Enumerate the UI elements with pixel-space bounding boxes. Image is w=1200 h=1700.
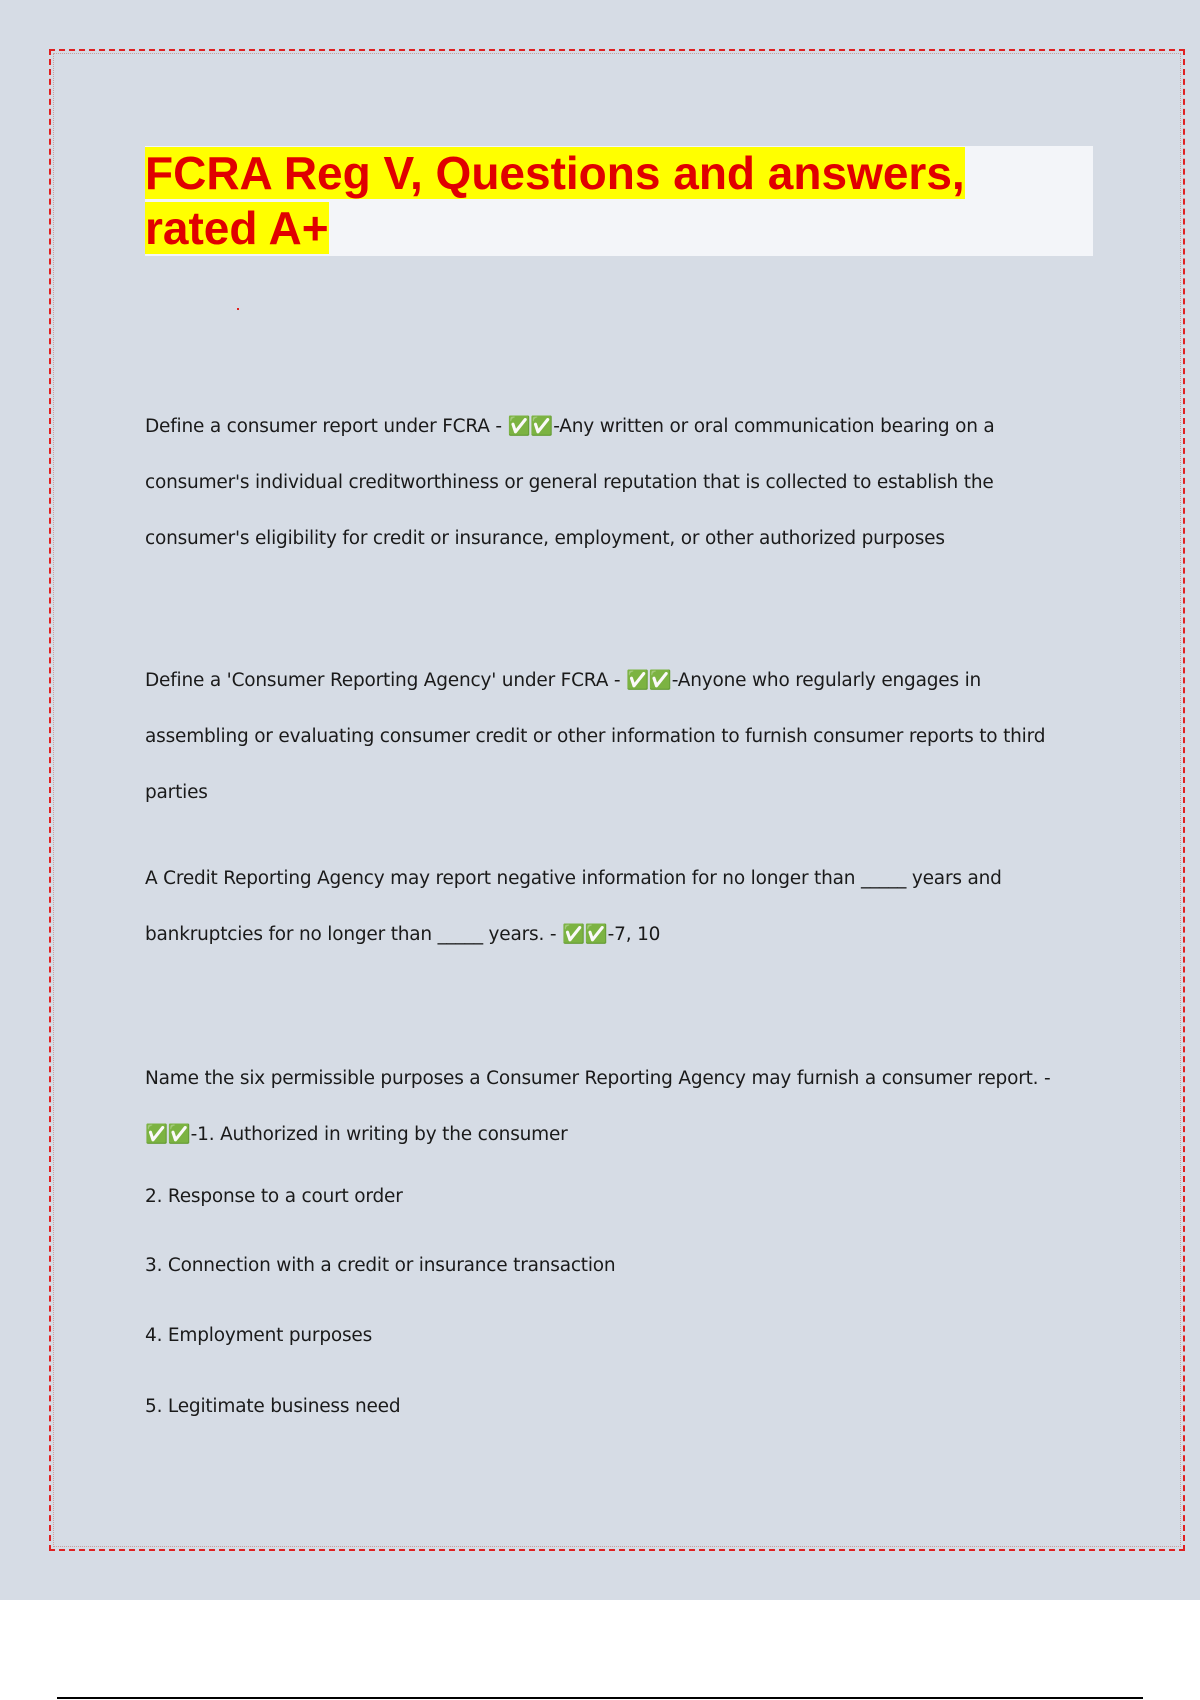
answer-text: -Anyone who regularly engages in assembling or evaluating consumer credit or other information to furnish consumer reports to third parties — [145, 670, 1046, 803]
list-item: 4. Employment purposes — [145, 1325, 373, 1346]
list-item: 5. Legitimate business need — [145, 1396, 401, 1417]
stray-dot-mark — [237, 308, 239, 310]
list-item: 3. Connection with a credit or insurance transaction — [145, 1255, 616, 1276]
double-check-icon: ✅✅ — [507, 416, 554, 437]
question-text: Define a 'Consumer Reporting Agency' under FCRA - — [145, 670, 627, 691]
answer-text: -Any written or oral communication bearing on a consumer's individual creditworthiness or general reputation that is collected to establish the consumer's eligibility for credit or insurance, employment, or other authorized purposes — [145, 416, 995, 549]
question-text: Define a consumer report under FCRA - — [145, 416, 508, 437]
double-check-icon: ✅✅ — [626, 670, 672, 691]
title-line-1: FCRA Reg V, Questions and answers, — [145, 147, 965, 199]
question-text: Name the six permissible purposes a Consumer Reporting Agency may furnish a consumer report. - — [145, 1068, 1051, 1089]
document-title — [145, 146, 1045, 256]
footer-rule — [57, 1697, 1143, 1699]
double-check-icon: ✅✅ — [145, 1124, 191, 1145]
question-text: A Credit Reporting Agency may report negative information for no longer than _____ years and bankruptcies for no longer than _____ years. - — [145, 868, 1002, 945]
list-item: 2. Response to a court order — [145, 1186, 403, 1207]
answer-text: -7, 10 — [607, 924, 661, 945]
qa-item-1 — [145, 399, 1085, 567]
qa-item-3 — [145, 851, 1085, 963]
qa-item-4 — [145, 1051, 1085, 1163]
qa-item-2 — [145, 653, 1085, 821]
double-check-icon: ✅✅ — [561, 924, 608, 945]
title-line-2: rated A+ — [145, 202, 329, 254]
answer-text: -1. Authorized in writing by the consumer — [190, 1124, 568, 1145]
